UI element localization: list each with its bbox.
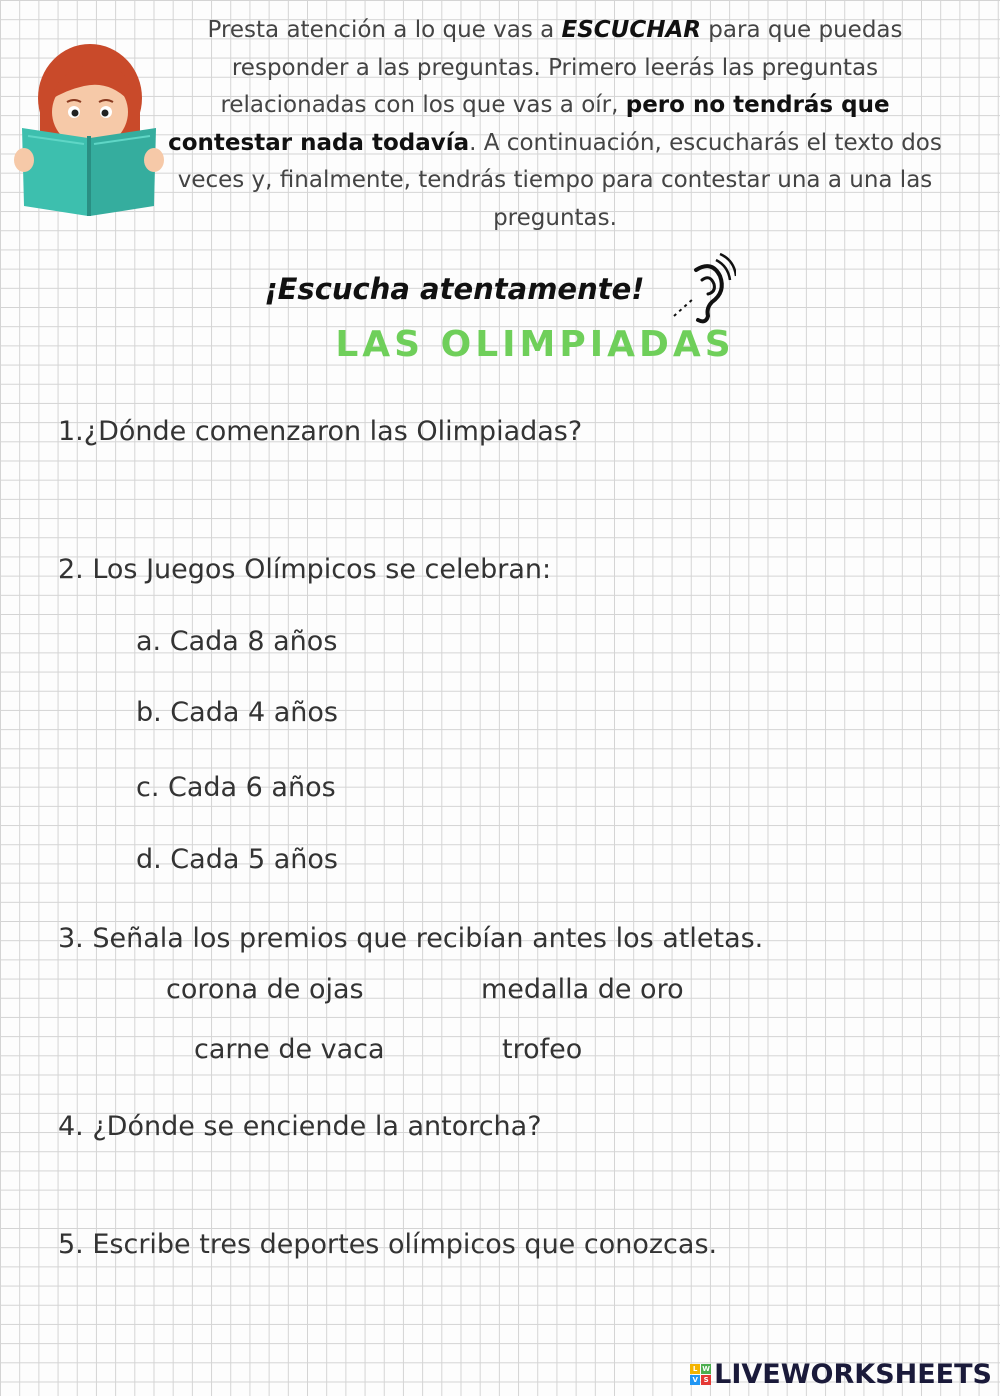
listen-row (0, 252, 1000, 326)
option-d[interactable]: d. Cada 5 años (136, 844, 338, 875)
intro-part-1: Presta atención a lo que vas a (207, 17, 562, 43)
listen-heading: ¡Escucha atentamente! (264, 272, 645, 306)
question-4: 4. ¿Dónde se enciende la antorcha? (58, 1111, 542, 1142)
prize-option-corona[interactable]: corona de ojas (166, 974, 364, 1005)
question-1: 1.¿Dónde comenzaron las Olimpiadas? (58, 416, 583, 447)
option-c[interactable]: c. Cada 6 años (136, 772, 336, 803)
option-a[interactable]: a. Cada 8 años (136, 626, 338, 657)
question-5: 5. Escribe tres deportes olímpicos que conozcas. (58, 1229, 718, 1260)
instructions-paragraph (160, 12, 950, 237)
intro-keyword: ESCUCHAR (561, 17, 701, 43)
intro-part-2: para que puedas responder a las preguntas. Primero leerás las preguntas relacionadas con los que vas a oír, (220, 17, 903, 118)
logo-tile: V (690, 1375, 700, 1385)
logo-tile: L (690, 1364, 700, 1374)
liveworksheets-brand[interactable] (690, 1359, 992, 1390)
brand-name: LIVEWORKSHEETS (714, 1359, 992, 1390)
prize-option-medalla[interactable]: medalla de oro (481, 974, 684, 1005)
kid-reading-book-illustration (14, 40, 164, 220)
question-3: 3. Señala los premios que recibían antes los atletas. (58, 923, 764, 954)
page-title: LAS OLIMPIADAS (335, 324, 735, 365)
intro-bold: pero no tendrás que contestar nada todavía (168, 92, 890, 156)
logo-tile: S (701, 1375, 711, 1385)
ear-icon (672, 252, 736, 326)
prize-option-carne[interactable]: carne de vaca (194, 1034, 385, 1065)
liveworksheets-logo-icon (690, 1364, 711, 1385)
intro-part-3: . A continuación, escucharás el texto dos veces y, finalmente, tendrás tiempo para contestar una a una las preguntas. (177, 129, 942, 231)
logo-tile: W (702, 1365, 711, 1373)
prize-option-trofeo[interactable]: trofeo (502, 1034, 583, 1065)
question-2: 2. Los Juegos Olímpicos se celebran: (58, 554, 552, 585)
option-b[interactable]: b. Cada 4 años (136, 697, 338, 728)
